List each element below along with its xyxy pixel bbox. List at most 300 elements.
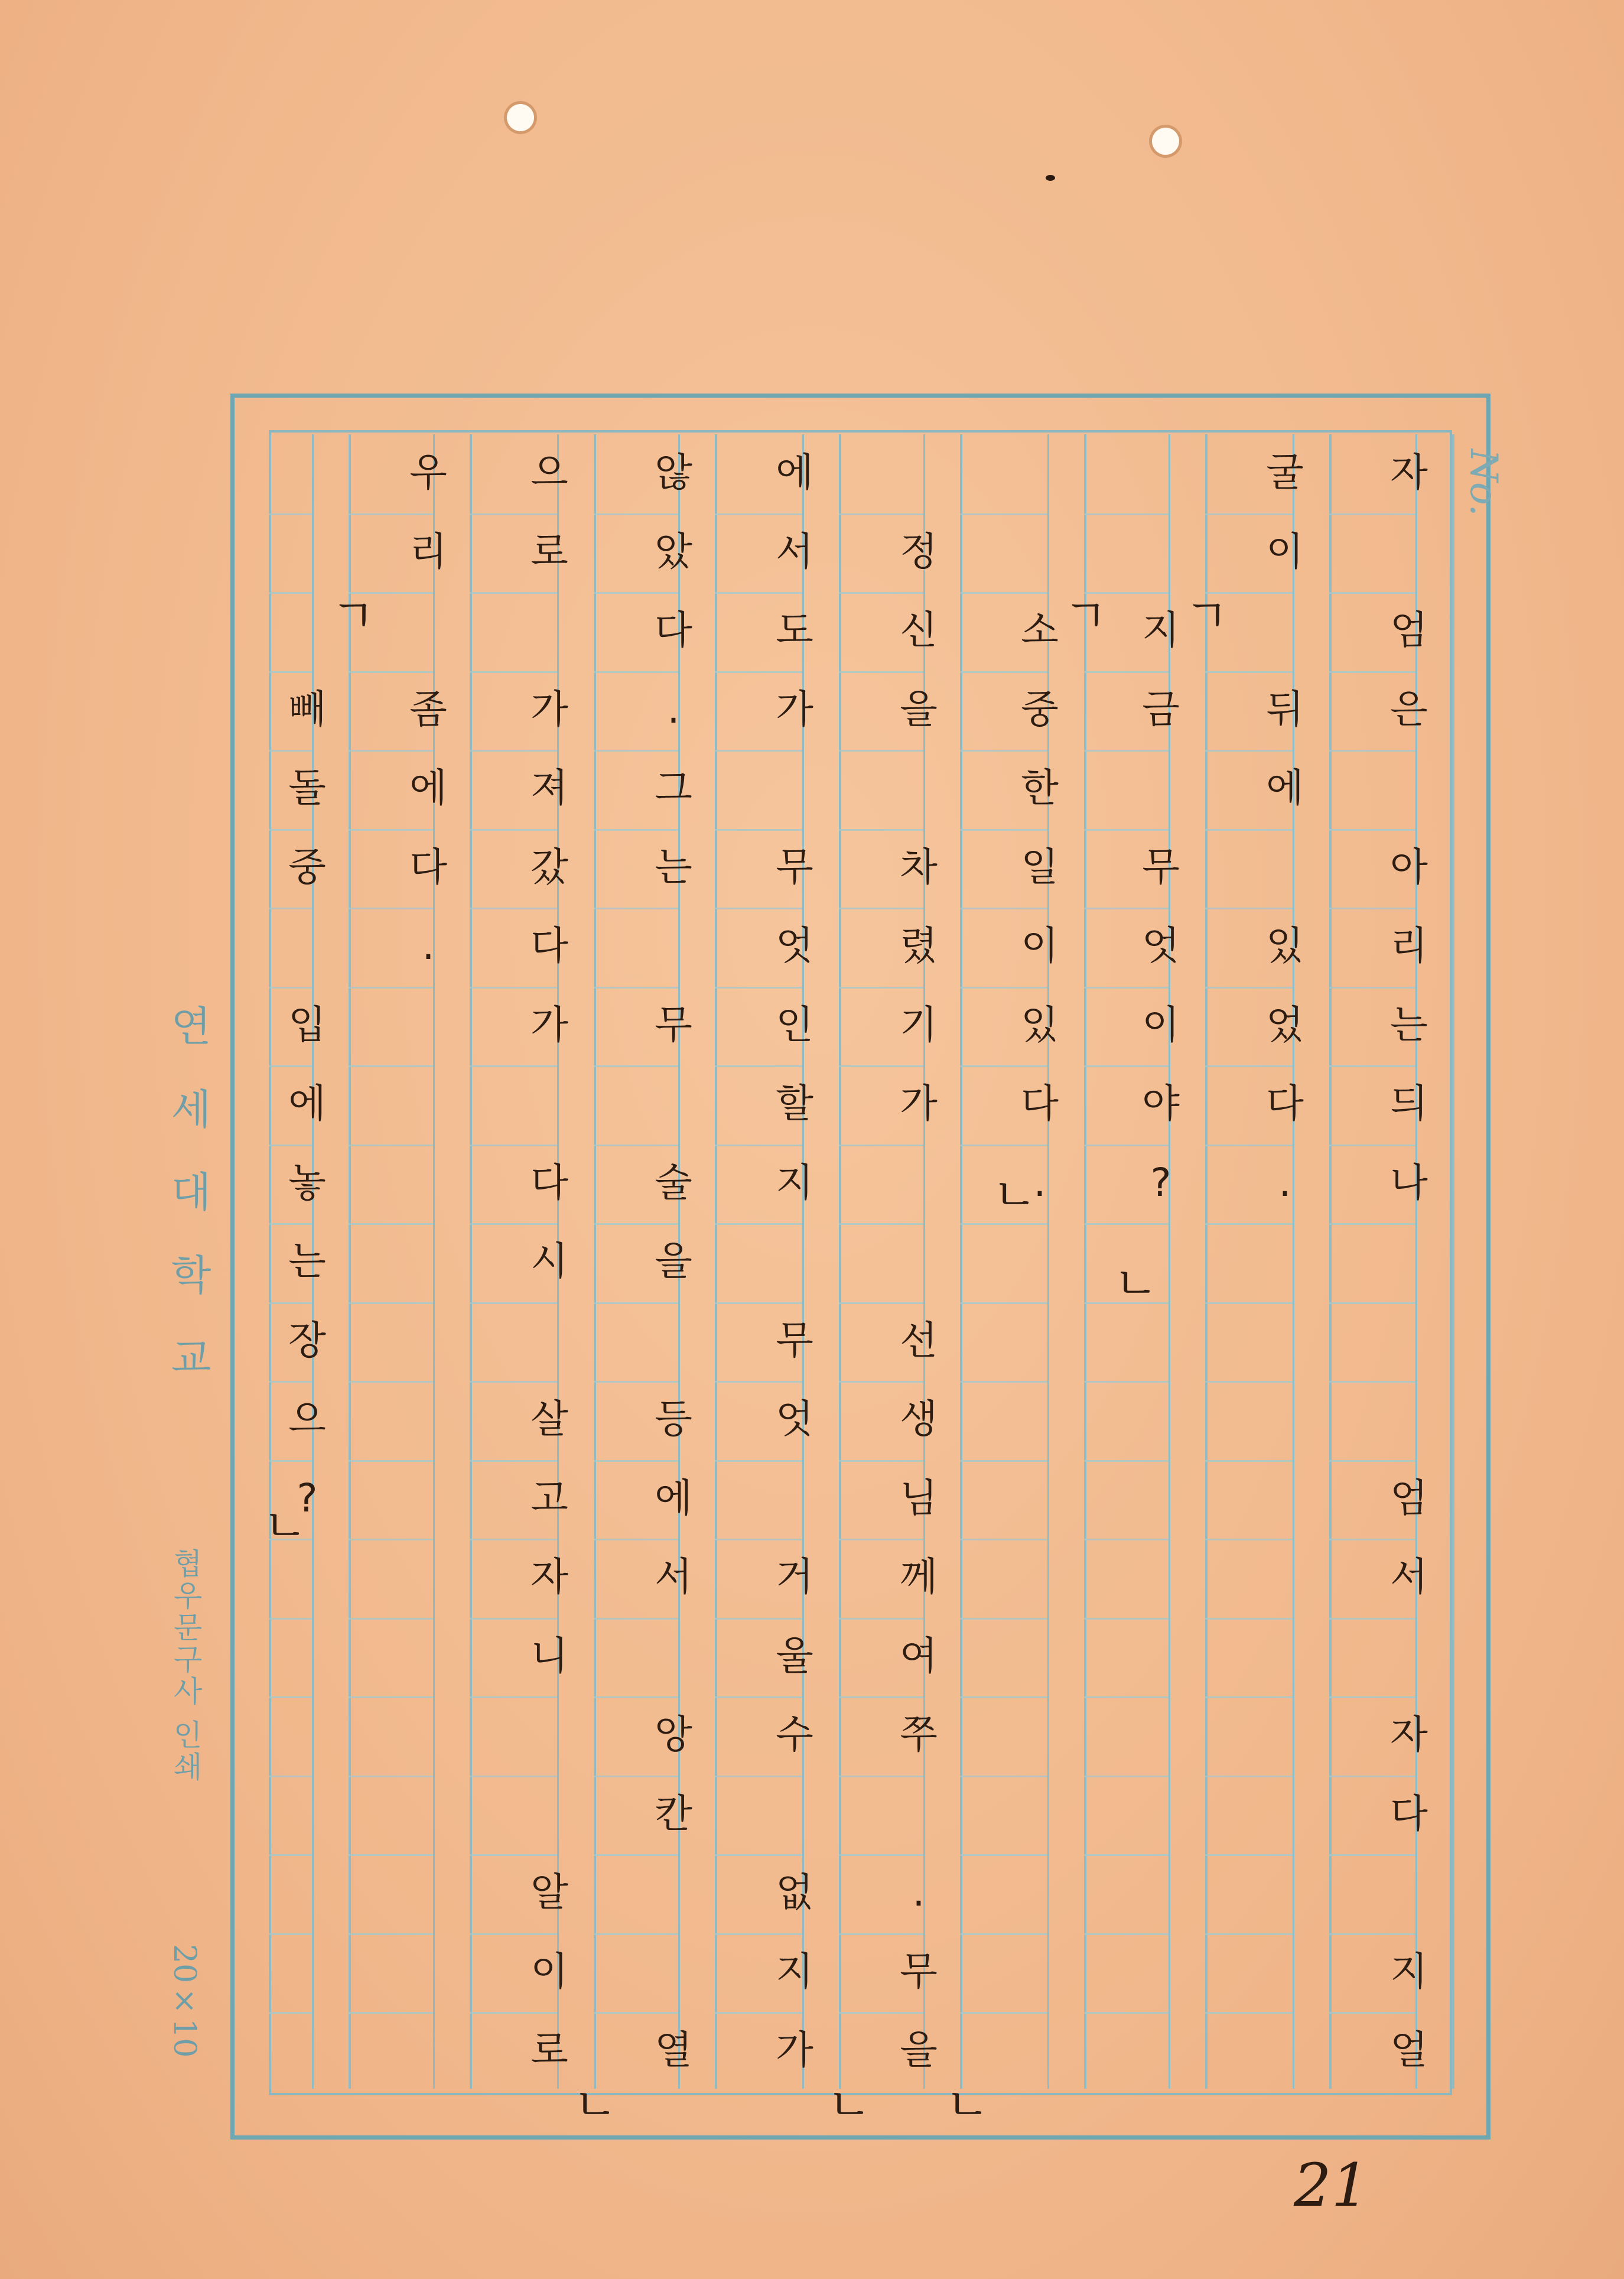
manuscript-char: 일 (1021, 844, 1059, 890)
manuscript-char: 에 (409, 765, 447, 811)
paper-size: 20×10 (167, 1944, 202, 2058)
manuscript-char: 엄 (1390, 1475, 1428, 1521)
cell-row-line (1205, 1618, 1293, 1620)
manuscript-char: 중 (1021, 686, 1059, 732)
cell-row-line (269, 1776, 312, 1777)
cell-row-line (269, 671, 312, 673)
manuscript-char: 을 (655, 1238, 692, 1284)
manuscript-char: 그 (655, 765, 692, 811)
manuscript-char: 있 (1021, 1002, 1059, 1048)
manuscript-char: . (422, 923, 435, 968)
manuscript-char: 지 (1390, 1948, 1428, 1994)
cell-row-line (715, 513, 802, 515)
manuscript-char: 아 (1390, 844, 1428, 890)
cell-row-line (594, 1302, 678, 1304)
cell-row-line (960, 513, 1047, 515)
manuscript-char: ? (297, 1475, 318, 1521)
page-number: 21 (1294, 2151, 1369, 2220)
university-name: 연 세 대 학 교 (164, 1004, 212, 1392)
cell-row-line (715, 829, 802, 831)
manuscript-char: 신 (900, 607, 938, 653)
cell-row-line (269, 750, 312, 752)
cell-row-line (1329, 1776, 1415, 1777)
cell-row-line (839, 1933, 923, 1935)
cell-row-line (1329, 513, 1415, 515)
cell-row-line (839, 2012, 923, 2014)
bracket-mark: ㄴ (573, 2079, 618, 2132)
cell-row-line (1329, 1381, 1415, 1383)
cell-row-line (594, 513, 678, 515)
manuscript-char: 가 (900, 1081, 938, 1126)
manuscript-char: 야 (1142, 1081, 1180, 1126)
cell-row-line (1329, 1145, 1415, 1146)
cell-row-line (1205, 1854, 1293, 1856)
manuscript-char: 등 (655, 1396, 692, 1442)
cell-row-line (1205, 1223, 1293, 1225)
cell-row-line (594, 1696, 678, 1698)
cell-row-line (594, 2012, 678, 2014)
manuscript-char: 알 (531, 1870, 568, 1915)
manuscript-char: 없 (776, 1870, 813, 1915)
cell-row-line (349, 1460, 433, 1462)
cell-row-line (594, 671, 678, 673)
column-line (960, 434, 962, 2089)
manuscript-char: 무 (655, 1002, 692, 1048)
manuscript-char: 수 (776, 1712, 813, 1757)
cell-row-line (470, 750, 557, 752)
manuscript-char: 열 (655, 2027, 692, 2073)
manuscript-char: 살 (531, 1396, 568, 1442)
cell-row-line (1205, 513, 1293, 515)
cell-row-line (349, 987, 433, 989)
manuscript-char: 이 (1142, 1002, 1180, 1048)
manuscript-char: ? (1150, 1159, 1171, 1205)
cell-row-line (1084, 1065, 1169, 1067)
cell-row-line (960, 829, 1047, 831)
manuscript-char: 다 (655, 607, 692, 653)
manuscript-char: 았 (655, 528, 692, 574)
cell-row-line (269, 1065, 312, 1067)
manuscript-char: 있 (1266, 923, 1304, 968)
cell-row-line (839, 908, 923, 909)
cell-row-line (349, 908, 433, 909)
cell-row-line (960, 1854, 1047, 1856)
cell-row-line (1329, 1854, 1415, 1856)
manuscript-char: 가 (776, 686, 813, 732)
manuscript-char: 로 (531, 528, 568, 574)
bracket-mark: ㄴ (992, 1169, 1037, 1222)
cell-row-line (1084, 908, 1169, 909)
manuscript-char: 놓 (288, 1159, 326, 1205)
cell-row-line (1329, 592, 1415, 594)
manuscript-char: 에 (288, 1081, 326, 1126)
cell-row-line (839, 1381, 923, 1383)
cell-row-line (349, 829, 433, 831)
cell-row-line (715, 1065, 802, 1067)
manuscript-char: 엄 (1390, 607, 1428, 653)
manuscript-char: 자 (1390, 450, 1428, 495)
cell-row-line (1084, 750, 1169, 752)
cell-row-line (715, 1618, 802, 1620)
cell-row-line (269, 908, 312, 909)
manuscript-char: . (667, 686, 680, 732)
cell-row-line (349, 1696, 433, 1698)
cell-row-line (349, 750, 433, 752)
manuscript-char: 다 (531, 923, 568, 968)
cell-row-line (1084, 1933, 1169, 1935)
column-gutter-line (1169, 434, 1170, 2089)
manuscript-char: 칸 (655, 1790, 692, 1836)
manuscript-char: 고 (531, 1475, 568, 1521)
cell-row-line (715, 1223, 802, 1225)
cell-row-line (349, 1776, 433, 1777)
cell-row-line (1084, 1854, 1169, 1856)
cell-row-line (1329, 750, 1415, 752)
cell-row-line (349, 671, 433, 673)
manuscript-char: 으 (288, 1396, 326, 1442)
cell-row-line (1205, 1933, 1293, 1935)
cell-row-line (269, 592, 312, 594)
cell-row-line (594, 1223, 678, 1225)
cell-row-line (1329, 1696, 1415, 1698)
manuscript-char: 도 (776, 607, 813, 653)
cell-row-line (1205, 1460, 1293, 1462)
cell-row-line (349, 1933, 433, 1935)
cell-row-line (594, 1460, 678, 1462)
cell-row-line (470, 1776, 557, 1777)
cell-row-line (470, 1302, 557, 1304)
manuscript-char: 엇 (776, 923, 813, 968)
cell-row-line (1329, 1223, 1415, 1225)
manuscript-char: 정 (900, 528, 938, 574)
manuscript-char: 서 (776, 528, 813, 574)
cell-row-line (715, 1776, 802, 1777)
cell-row-line (715, 1302, 802, 1304)
cell-row-line (349, 2012, 433, 2014)
manuscript-char: 무 (1142, 844, 1180, 890)
cell-row-line (470, 1223, 557, 1225)
column-line (594, 434, 596, 2089)
cell-row-line (839, 513, 923, 515)
column-line (349, 434, 351, 2089)
cell-row-line (960, 1065, 1047, 1067)
cell-row-line (1205, 908, 1293, 909)
cell-row-line (960, 671, 1047, 673)
cell-row-line (715, 1696, 802, 1698)
manuscript-char: 가 (531, 1002, 568, 1048)
cell-row-line (349, 1065, 433, 1067)
manuscript-char: 지 (776, 1159, 813, 1205)
manuscript-char: 이 (1266, 528, 1304, 574)
bracket-mark: ㄴ (1114, 1257, 1158, 1311)
cell-row-line (1205, 2012, 1293, 2014)
cell-row-line (715, 750, 802, 752)
cell-row-line (269, 1302, 312, 1304)
cell-row-line (839, 829, 923, 831)
cell-row-line (470, 1539, 557, 1540)
manuscript-char: . (1033, 1159, 1046, 1205)
cell-row-line (1084, 1776, 1169, 1777)
column-line (715, 434, 717, 2089)
manuscript-char: 니 (531, 1633, 568, 1679)
cell-row-line (594, 1539, 678, 1540)
cell-row-line (470, 1381, 557, 1383)
cell-row-line (715, 1381, 802, 1383)
cell-row-line (594, 1933, 678, 1935)
column-gutter-line (433, 434, 435, 2089)
manuscript-char: 렸 (900, 923, 938, 968)
cell-row-line (594, 1854, 678, 1856)
cell-row-line (960, 1302, 1047, 1304)
manuscript-char: 이 (531, 1948, 568, 1994)
printer-name: 협우문구사 인쇄 (168, 1548, 203, 1783)
cell-row-line (1329, 1933, 1415, 1935)
cell-row-line (470, 1460, 557, 1462)
cell-row-line (470, 1696, 557, 1698)
manuscript-char: 무 (776, 1317, 813, 1363)
cell-row-line (470, 1145, 557, 1146)
cell-row-line (349, 1854, 433, 1856)
column-gutter-line (1047, 434, 1049, 2089)
cell-row-line (470, 829, 557, 831)
cell-row-line (470, 671, 557, 673)
bracket-mark: ㄱ (1063, 590, 1108, 643)
bracket-mark: ㄱ (1184, 590, 1229, 643)
manuscript-char: 무 (776, 844, 813, 890)
manuscript-char: 인 (776, 1002, 813, 1048)
manuscript-char: 자 (531, 1554, 568, 1599)
cell-row-line (715, 1145, 802, 1146)
cell-row-line (594, 829, 678, 831)
cell-row-line (594, 592, 678, 594)
manuscript-char: 자 (1390, 1712, 1428, 1757)
cell-row-line (1084, 1696, 1169, 1698)
cell-row-line (1329, 2012, 1415, 2014)
cell-row-line (1329, 987, 1415, 989)
cell-row-line (349, 1539, 433, 1540)
cell-row-line (715, 2012, 802, 2014)
cell-row-line (1205, 987, 1293, 989)
cell-row-line (470, 1065, 557, 1067)
manuscript-char: 이 (1021, 923, 1059, 968)
manuscript-char: 뒤 (1266, 686, 1304, 732)
manuscript-char: 었 (1266, 1002, 1304, 1048)
manuscript-char: 생 (900, 1396, 938, 1442)
manuscript-char: 에 (1266, 765, 1304, 811)
cell-row-line (960, 1460, 1047, 1462)
cell-row-line (1329, 1460, 1415, 1462)
manuscript-char: 지 (776, 1948, 813, 1994)
manuscript-char: 듸 (1390, 1081, 1428, 1126)
cell-row-line (1329, 908, 1415, 909)
cell-row-line (1084, 2012, 1169, 2014)
manuscript-char: 로 (531, 2027, 568, 2073)
cell-row-line (1205, 1776, 1293, 1777)
column-line (1329, 434, 1332, 2089)
cell-row-line (1205, 1145, 1293, 1146)
cell-row-line (349, 1302, 433, 1304)
manuscript-char: 에 (776, 450, 813, 495)
cell-row-line (1084, 1145, 1169, 1146)
column-line (839, 434, 841, 2089)
cell-row-line (839, 750, 923, 752)
column-line (1452, 434, 1454, 2089)
column-line (1084, 434, 1086, 2089)
cell-row-line (960, 1539, 1047, 1540)
manuscript-char: 리 (409, 528, 447, 574)
cell-row-line (1084, 1539, 1169, 1540)
manuscript-char: 다 (1266, 1081, 1304, 1126)
manuscript-char: 다 (409, 844, 447, 890)
cell-row-line (960, 1145, 1047, 1146)
cell-row-line (839, 1223, 923, 1225)
cell-row-line (470, 592, 557, 594)
cell-row-line (960, 1381, 1047, 1383)
manuscript-char: 입 (288, 1002, 326, 1048)
column-gutter-line (923, 434, 925, 2089)
cell-row-line (470, 513, 557, 515)
cell-row-line (1084, 513, 1169, 515)
manuscript-char: 술 (655, 1159, 692, 1205)
manuscript-char: 우 (409, 450, 447, 495)
cell-row-line (1205, 1696, 1293, 1698)
punch-hole-left (507, 104, 534, 131)
cell-row-line (1205, 1302, 1293, 1304)
cell-row-line (839, 1460, 923, 1462)
manuscript-char: 는 (1390, 1002, 1428, 1048)
manuscript-char: 한 (1021, 765, 1059, 811)
cell-row-line (1205, 1381, 1293, 1383)
manuscript-char: 쭈 (900, 1712, 938, 1757)
manuscript-char: 님 (900, 1475, 938, 1521)
cell-row-line (1205, 1539, 1293, 1540)
manuscript-char: . (912, 1870, 925, 1915)
manuscript-char: 지 (1142, 607, 1180, 653)
cell-row-line (839, 1539, 923, 1540)
manuscript-char: 좀 (409, 686, 447, 732)
manuscript-char: 빼 (288, 686, 326, 732)
cell-row-line (715, 671, 802, 673)
cell-row-line (1329, 671, 1415, 673)
cell-row-line (594, 1776, 678, 1777)
manuscript-char: 으 (531, 450, 568, 495)
manuscript-char: 서 (1390, 1554, 1428, 1599)
cell-row-line (1205, 829, 1293, 831)
cell-row-line (839, 1776, 923, 1777)
bracket-mark: ㄴ (945, 2079, 990, 2132)
cell-row-line (269, 1933, 312, 1935)
cell-row-line (1084, 671, 1169, 673)
cell-row-line (594, 1618, 678, 1620)
cell-row-line (1205, 750, 1293, 752)
cell-row-line (594, 1145, 678, 1146)
cell-row-line (594, 987, 678, 989)
grid-inner-frame (269, 430, 1452, 2095)
manuscript-char: 서 (655, 1554, 692, 1599)
cell-row-line (960, 1933, 1047, 1935)
cell-row-line (839, 1618, 923, 1620)
cell-row-line (715, 1854, 802, 1856)
cell-row-line (269, 829, 312, 831)
manuscript-char: 져 (531, 765, 568, 811)
cell-row-line (269, 1223, 312, 1225)
cell-row-line (349, 1223, 433, 1225)
manuscript-char: 다 (1390, 1790, 1428, 1836)
manuscript-char: 엇 (1142, 923, 1180, 968)
cell-row-line (1084, 1381, 1169, 1383)
cell-row-line (1205, 671, 1293, 673)
cell-row-line (1329, 829, 1415, 831)
manuscript-char: 가 (531, 686, 568, 732)
manuscript-char: 할 (776, 1081, 813, 1126)
cell-row-line (1084, 1618, 1169, 1620)
cell-row-line (594, 1381, 678, 1383)
manuscript-char: 을 (900, 2027, 938, 2073)
manuscript-char: 갔 (531, 844, 568, 890)
cell-row-line (470, 1618, 557, 1620)
cell-row-line (839, 1302, 923, 1304)
cell-row-line (839, 592, 923, 594)
cell-row-line (960, 750, 1047, 752)
manuscript-char: 나 (1390, 1159, 1428, 1205)
manuscript-char: 선 (900, 1317, 938, 1363)
cell-row-line (269, 1696, 312, 1698)
cell-row-line (1329, 1302, 1415, 1304)
cell-row-line (960, 2012, 1047, 2014)
column-gutter-line (1415, 434, 1417, 2089)
manuscript-char: 않 (655, 450, 692, 495)
manuscript-char: 리 (1390, 923, 1428, 968)
cell-row-line (1329, 1065, 1415, 1067)
cell-row-line (839, 1696, 923, 1698)
manuscript-char: 께 (900, 1554, 938, 1599)
cell-row-line (269, 1618, 312, 1620)
bracket-mark: ㄱ (331, 590, 376, 643)
manuscript-char: 기 (900, 1002, 938, 1048)
manuscript-char: 다 (531, 1159, 568, 1205)
cell-row-line (349, 1618, 433, 1620)
manuscript-char: 을 (900, 686, 938, 732)
manuscript-char: 굴 (1266, 450, 1304, 495)
cell-row-line (1084, 1460, 1169, 1462)
cell-row-line (715, 987, 802, 989)
cell-row-line (1329, 1618, 1415, 1620)
manuscript-char: 여 (900, 1633, 938, 1679)
manuscript-char: . (1278, 1159, 1291, 1205)
cell-row-line (594, 750, 678, 752)
cell-row-line (470, 2012, 557, 2014)
cell-row-line (349, 1145, 433, 1146)
manuscript-char: 얼 (1390, 2027, 1428, 2073)
cell-row-line (960, 1696, 1047, 1698)
cell-row-line (470, 1933, 557, 1935)
cell-row-line (1084, 1223, 1169, 1225)
cell-row-line (349, 513, 433, 515)
cell-row-line (960, 592, 1047, 594)
column-line (1205, 434, 1208, 2089)
cell-row-line (269, 1145, 312, 1146)
cell-row-line (960, 1776, 1047, 1777)
ink-speck (1046, 175, 1055, 181)
manuscript-char: 는 (655, 844, 692, 890)
cell-row-line (1205, 1065, 1293, 1067)
cell-row-line (1329, 1539, 1415, 1540)
cell-row-line (269, 1460, 312, 1462)
column-line (470, 434, 472, 2089)
cell-row-line (594, 908, 678, 909)
manuscript-char: 금 (1142, 686, 1180, 732)
cell-row-line (1084, 987, 1169, 989)
